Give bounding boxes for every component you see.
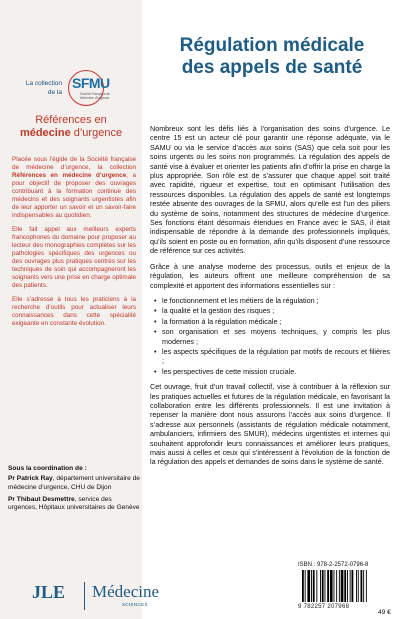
series-title-line2 [0,127,142,139]
main-paragraph-2: Grâce à une analyse moderne des processus, outils et enjeux de la régulation, les auteurs offrent une meilleure compréhension de sa complexité et apportent des informations essentielles sur : [150,261,390,290]
publisher-band [0,574,298,619]
jle-logo [32,582,72,610]
isbn-block [298,562,394,610]
coordinator-name: Pr Thibaut Desmettre [8,495,75,503]
series-title-line1: Références en [35,114,107,126]
list-item: • les perspectives de cette mission cruciale. [154,367,390,376]
coordinator-detail: , département universitaire de médecine d’urgence, CHU de Dijon [8,475,140,491]
list-item: • le fonctionnement et les métiers de la régulation ; [154,296,390,305]
collection-description [12,156,136,334]
collection-paragraph-3: Elle s’adresse à tous les praticiens à la recherche d’outils pour actualiser leurs connaissances dans cette spécialité exigeante en constante évolution. [12,296,136,327]
main-paragraph-3: Cet ouvrage, fruit d’un travail collectif, vise à contribuer à la réflexion sur les pratiques actuelles et futures de la régulation médicale, en favorisant la collaboration entre les différents professionnels. Il est une invitation à repenser la manière dont nous assurons l’accès aux soins d’urgence. Il s’adresse aux personnels (assistants de régulation médicale notamment, ambulanciers, infirmiers des SMUR), médecins urgentistes et internes qui souhaitent approfondir leurs connaissances et améliorer leurs pratiques, mais aussi à celles et ceux qui s’intéressent à l’évolution de la fonction de la régulation des appels et demandes de soins dans le système de santé. [150,382,390,467]
publisher-subtitle: SCIENCES [122,602,148,607]
collection-name-bold: Références en médecine d’urgence [12,172,127,179]
barcode-icon [298,569,394,603]
coordinator-detail: , service des urgences, Hôpitaux universitaires de Genève [8,495,140,512]
list-item: • son organisation et ses moyens techniques, y compris les plus modernes ; [154,327,390,346]
coordinator-2 [8,496,142,513]
coordination-title: Sous la coordination de : [8,465,87,472]
collection-label: La collection de la [25,80,62,96]
publisher-divider [84,582,85,610]
collection-brand [8,70,140,112]
list-item: • la formation à la régulation médicale ; [154,317,390,326]
list-item: • la qualité et la gestion des risques ; [154,306,390,315]
book-title-line1: Régulation médicale [179,35,365,56]
coordinator-name: Pr Patrick Ray [8,475,53,483]
jle-logo-text: JLE [32,582,66,602]
book-title-line2: des appels de santé [181,57,363,78]
left-column [0,0,142,619]
collection-paragraph-1-pre: Placée sous l’égide de la Société française de médecine d’urgence, la collection [12,156,136,171]
list-item: • les aspects spécifiques de la régulation par motifs de recours et filières ; [154,347,390,366]
series-title-rest: d’urgence [70,127,123,139]
collection-paragraph-1 [12,156,136,220]
collection-paragraph-2: Elle fait appel aux meilleurs experts francophones du domaine pour proposer au lecteur des monographies complètes sur les pathologies spécifiques des urgences ou des ouvrages plus pratiques centrés sur les techniques de soin qui accompagneront les soignants vers une prise en charge optimale des patients. [12,226,136,289]
book-title [150,35,394,79]
coordination-block [8,465,142,516]
isbn-label: ISBN : 978-2-2572-0796-8 [298,562,369,568]
topics-list [154,296,390,376]
publisher-name: Médecine [92,582,160,601]
main-paragraph-1: Nombreux sont les défis liés à l’organisation des soins d’urgence. Le centre 15 est un acteur clé pour garantir une réponse adéquate, via le SAMU ou via le service d’accès aux soins (SAS) que cela soit pour les soins urgents ou les soins non programmés. La régulation des appels de santé vise à évaluer et orienter les patients afin d’offrir la prise en charge la plus appropriée. Son rôle est de s’assurer que chaque appel soit traité avec rapidité, rigueur et expertise, tout en optimisant l’utilisation des ressources disponibles. La régulation des appels de santé est longtemps restée absente des ouvrages de la SFMU, alors qu’elle est l’un des piliers du système de soins, notamment des structures de médecine d’urgence. Ses fonctions étant désormais étendues en France avec le SAS, il était indispensable de répondre à la demande des professionnels impliqués, qu’ils soient en poste ou en formation, afin qu’ils disposent d’une ressource de référence sur ces activités. [150,124,390,256]
series-title [0,114,142,139]
barcode-number: 9 782257 207968 [298,604,350,610]
sfmu-logo: SFMU [72,75,110,91]
series-title-bold: médecine [19,127,71,139]
collection-paragraph-1-post: , a pour objectif de proposer des ouvrages contribuant à la formation continue des médecins et des soignants urgentistes afin de leur apporter un savoir et un savoir-faire indispensables au quotidien. [12,172,136,219]
price: 49 € [378,609,391,616]
coordinator-1 [8,475,142,492]
back-cover-text [150,124,390,473]
sfmu-logo-subtitle: Société Française de Médecine d’Urgence [80,92,110,100]
